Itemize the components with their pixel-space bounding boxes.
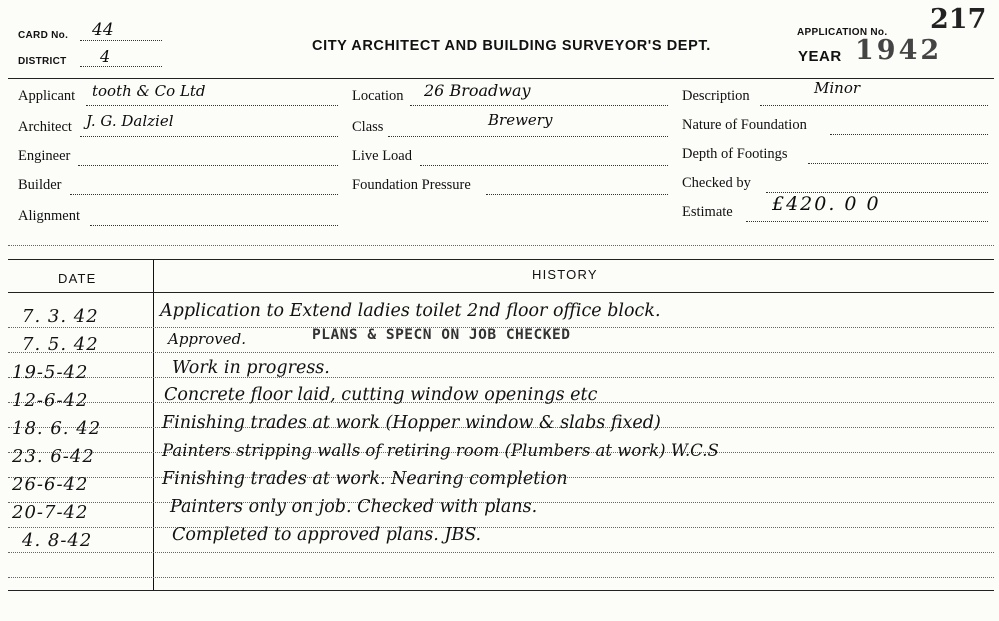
engineer-label: Engineer (18, 148, 71, 164)
history-entry: Finishing trades at work. Nearing completion (162, 469, 568, 489)
ruled-line (8, 352, 994, 353)
history-date: 23. 6-42 (12, 446, 95, 467)
history-entry: Work in progress. (172, 358, 330, 378)
history-date: 26-6-42 (12, 474, 89, 495)
applicant-line (86, 105, 338, 106)
foundation-pressure-line (486, 194, 668, 195)
location-label: Location (352, 88, 404, 104)
district-line (80, 66, 162, 67)
date-column-divider (153, 260, 154, 590)
history-date: 19-5-42 (12, 362, 89, 383)
applicant-label: Applicant (18, 88, 76, 104)
class-value: Brewery (488, 111, 553, 129)
description-line (760, 105, 988, 106)
history-bottom-border (8, 590, 994, 591)
estimate-value: £420. 0 0 (772, 193, 881, 215)
builder-line (70, 194, 338, 195)
history-column-header: HISTORY (532, 267, 598, 282)
checked-stamp: PLANS & SPECN ON JOB CHECKED (312, 327, 571, 343)
history-entry: Painters stripping walls of retiring room (Plumbers at work) W.C.S (162, 441, 719, 460)
history-entry: Finishing trades at work (Hopper window & slabs fixed) (162, 413, 661, 433)
history-date: 7. 5. 42 (22, 334, 99, 355)
location-line (410, 105, 668, 106)
history-date: 20-7-42 (12, 502, 89, 523)
district-value: 4 (100, 47, 111, 66)
location-value: 26 Broadway (424, 81, 531, 100)
history-header-divider (8, 292, 994, 293)
district-label: DISTRICT (18, 56, 67, 67)
application-no-label: APPLICATION No. (797, 27, 888, 38)
guide-line (8, 245, 994, 246)
depth-of-footings-line (808, 163, 988, 164)
foundation-pressure-label: Foundation Pressure (352, 177, 471, 193)
description-value: Minor (814, 79, 861, 97)
history-top-border (8, 259, 994, 260)
history-entry: Completed to approved plans. JBS. (172, 525, 482, 545)
ruled-line (8, 377, 994, 378)
ruled-line (8, 577, 994, 578)
card-no-value: 44 (92, 20, 114, 40)
date-column-header: DATE (58, 271, 97, 286)
application-no-value: 217 (930, 4, 987, 35)
depth-of-footings-label: Depth of Footings (682, 146, 788, 162)
nature-of-foundation-line (830, 134, 988, 135)
alignment-line (90, 225, 338, 226)
alignment-label: Alignment (18, 208, 81, 224)
estimate-label: Estimate (682, 204, 733, 220)
class-line (388, 136, 668, 137)
estimate-line (746, 221, 988, 222)
card-no-line (80, 40, 162, 41)
history-date: 7. 3. 42 (22, 306, 99, 327)
department-title: CITY ARCHITECT AND BUILDING SURVEYOR'S DEPT. (312, 38, 711, 54)
applicant-value: tooth & Co Ltd (92, 82, 206, 100)
history-entry: Concrete floor laid, cutting window openings etc (164, 385, 598, 405)
history-date: 12-6-42 (12, 390, 89, 411)
history-date: 4. 8-42 (22, 530, 93, 551)
year-label: YEAR (798, 48, 842, 65)
ruled-line (8, 552, 994, 553)
card-no-label: CARD No. (18, 30, 69, 41)
history-entry: Approved. (168, 330, 246, 348)
architect-label: Architect (18, 119, 72, 135)
description-label: Description (682, 88, 750, 104)
checked-by-label: Checked by (682, 175, 751, 191)
live-load-label: Live Load (352, 148, 412, 164)
live-load-line (420, 165, 668, 166)
builder-label: Builder (18, 177, 62, 193)
engineer-line (78, 165, 338, 166)
history-date: 18. 6. 42 (12, 418, 102, 439)
nature-of-foundation-label: Nature of Foundation (682, 117, 807, 133)
ruled-line (8, 527, 994, 528)
architect-value: J. G. Dalziel (86, 112, 174, 130)
architect-line (80, 136, 338, 137)
history-entry: Painters only on job. Checked with plans. (170, 497, 538, 517)
history-entry: Application to Extend ladies toilet 2nd floor office block. (160, 301, 661, 321)
class-label: Class (352, 119, 384, 135)
year-value: 1942 (855, 35, 943, 66)
